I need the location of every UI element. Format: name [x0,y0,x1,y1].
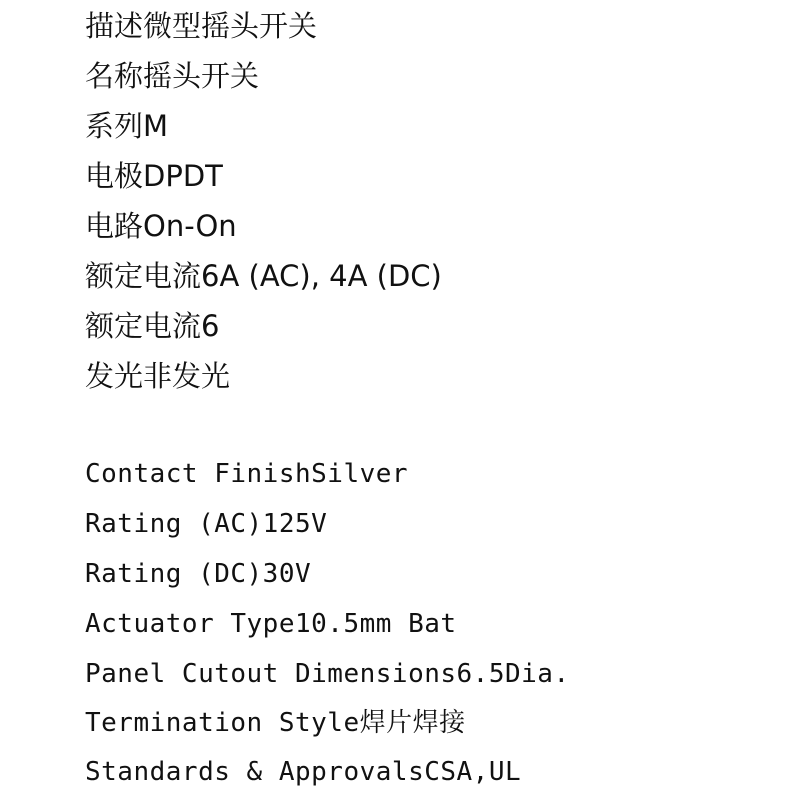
spec-line-current: 额定电流6 [85,309,220,343]
spec-line-rating-ac: Rating (AC)125V [85,509,328,539]
spec-line-pole: 电极DPDT [85,159,223,193]
spec-line-termination: Termination Style焊片焊接 [85,708,466,738]
spec-line-current-rating: 额定电流6A (AC), 4A (DC) [85,259,442,293]
spec-line-contact-finish: Contact FinishSilver [85,459,409,489]
spec-line-illumination: 发光非发光 [85,359,231,393]
spec-line-standards: Standards & ApprovalsCSA,UL [85,757,522,787]
spec-line-description: 描述微型摇头开关 [85,9,318,43]
spec-line-series: 系列M [85,109,169,143]
spec-line-name: 名称摇头开关 [85,59,260,93]
spec-line-rating-dc: Rating (DC)30V [85,559,312,589]
spec-line-circuit: 电路On-On [85,209,237,243]
spec-line-actuator-type: Actuator Type10.5mm Bat [85,609,457,639]
spec-line-panel-cutout: Panel Cutout Dimensions6.5Dia. [85,659,570,689]
